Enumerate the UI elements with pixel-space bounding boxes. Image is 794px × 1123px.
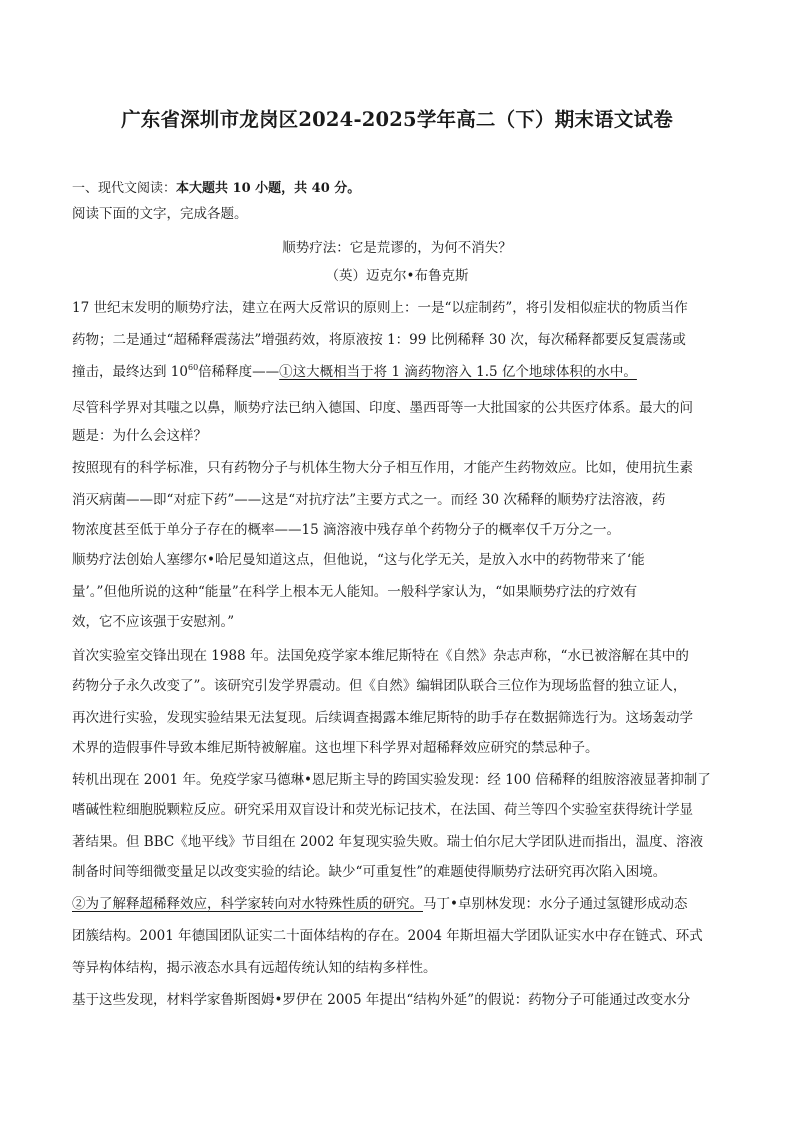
article-title: 顺势疗法：它是荒谬的，为何不消失？ [282,240,512,256]
text-span: 倍稀释度—— [198,364,280,380]
paragraph-line: 著结果。但 BBC《地平线》节目组在 2002 年复现实验失败。瑞士伯尔尼大学团队进而指出，温度、溶液 [72,834,704,850]
underlined-sentence-2: ②为了解释超稀释效应，科学家转向对水特殊性质的研究。 [72,896,423,912]
paragraph-line: 转机出现在 2001 年。免疫学家马德琳•恩尼斯主导的跨国实验发现：经 100 倍稀释的组胺溶液显著抑制了 [72,772,711,788]
paragraph-line: 量’。”但他所说的这种“能量”在科学上根本无人能知。一般科学家认为，“如果顺势疗法的疗效有 [72,584,638,600]
reading-instruction: 阅读下面的文字，完成各题。 [72,206,248,222]
exam-title: 广东省深圳市龙岗区2024-2025学年高二（下）期末语文试卷 [121,108,673,131]
paragraph-line: 首次实验室交锋出现在 1988 年。法国免疫学家本维尼斯特在《自然》杂志声称，“水已被溶解在其中的 [72,648,689,664]
text-span: 撞击，最终达到 10 [72,364,188,380]
paragraph-line: 药物分子永久改变了”。该研究引发学界震动。但《自然》编辑团队联合三位作为现场监督的独立证人， [72,678,687,694]
text-span: 马丁•卓别林发现：水分子通过氢键形成动态 [423,896,688,912]
paragraph-line: 嗜碱性粒细胞脱颗粒反应。研究采用双盲设计和荧光标记技术，在法国、荷兰等四个实验室获得统计学显 [72,802,693,818]
section-heading [72,177,360,196]
underlined-sentence-1: ①这大概相当于将 1 滴药物溶入 1.5 亿个地球体积的水中。 [279,364,637,380]
paragraph-line: 等异构体结构，揭示液态水具有远超传统认知的结构多样性。 [72,960,437,976]
paragraph-line: 按照现有的科学标准，只有药物分子与机体生物大分子相互作用，才能产生药物效应。比如，使用抗生素 [72,460,693,476]
paragraph-line [72,894,722,914]
paragraph-line: 题是：为什么会这样？ [72,428,207,444]
section-prefix: 一、现代文阅读： [72,181,177,196]
section-score-info: 本大题共 10 小题，共 40 分。 [176,181,361,196]
paragraph-line: 顺势疗法创始人塞缪尔•哈尼曼知道这点，但他说，“这与化学无关，是放入水中的药物带来了‘能 [72,552,645,568]
paragraph-line: 再次进行实验，发现实验结果无法复现。后续调查揭露本维尼斯特的助手存在数据筛选行为。这场轰动学 [72,710,693,726]
paragraph-line: 物浓度甚至低于单分子存在的概率——15 滴溶液中残存单个药物分子的概率仅千万分之一。 [72,522,620,538]
article-author: （英）迈克尔•布鲁克斯 [325,268,469,284]
paragraph-line: 制备时间等细微变量足以改变实验的结论。缺少“可重复性”的难题使得顺势疗法研究再次陷入困境。 [72,864,667,880]
paragraph-line: 尽管科学界对其嗤之以鼻，顺势疗法已纳入德国、印度、墨西哥等一大批国家的公共医疗体系。最大的问 [72,400,693,416]
paragraph-line: 17 世纪末发明的顺势疗法，建立在两大反常识的原则上：一是“以症制药”，将引发相似症状的物质当作 [72,300,688,316]
paragraph-line: 团簇结构。2001 年德国团队证实二十面体结构的存在。2004 年斯坦福大学团队证实水中存在链式、环式 [72,928,703,944]
paragraph-line: 效，它不应该强于安慰剂。” [72,614,235,630]
paragraph-line: 术界的造假事件导致本维尼斯特被解雇。这也埋下科学界对超稀释效应研究的禁忌种子。 [72,740,599,756]
paragraph-line: 药物；二是通过“超稀释震荡法”增强药效，将原液按 1：99 比例稀释 30 次，每次稀释都要反复震荡或 [72,332,686,348]
paragraph-line: 消灭病菌——即“对症下药”——这是“对抗疗法”主要方式之一。而经 30 次稀释的顺势疗法溶液，药 [72,492,666,508]
exponent: 60 [187,363,199,372]
paragraph-line: 基于这些发现，材料学家鲁斯图姆•罗伊在 2005 年提出“结构外延”的假说：药物分子可能通过改变水分 [72,992,691,1008]
paragraph-line [72,362,722,382]
